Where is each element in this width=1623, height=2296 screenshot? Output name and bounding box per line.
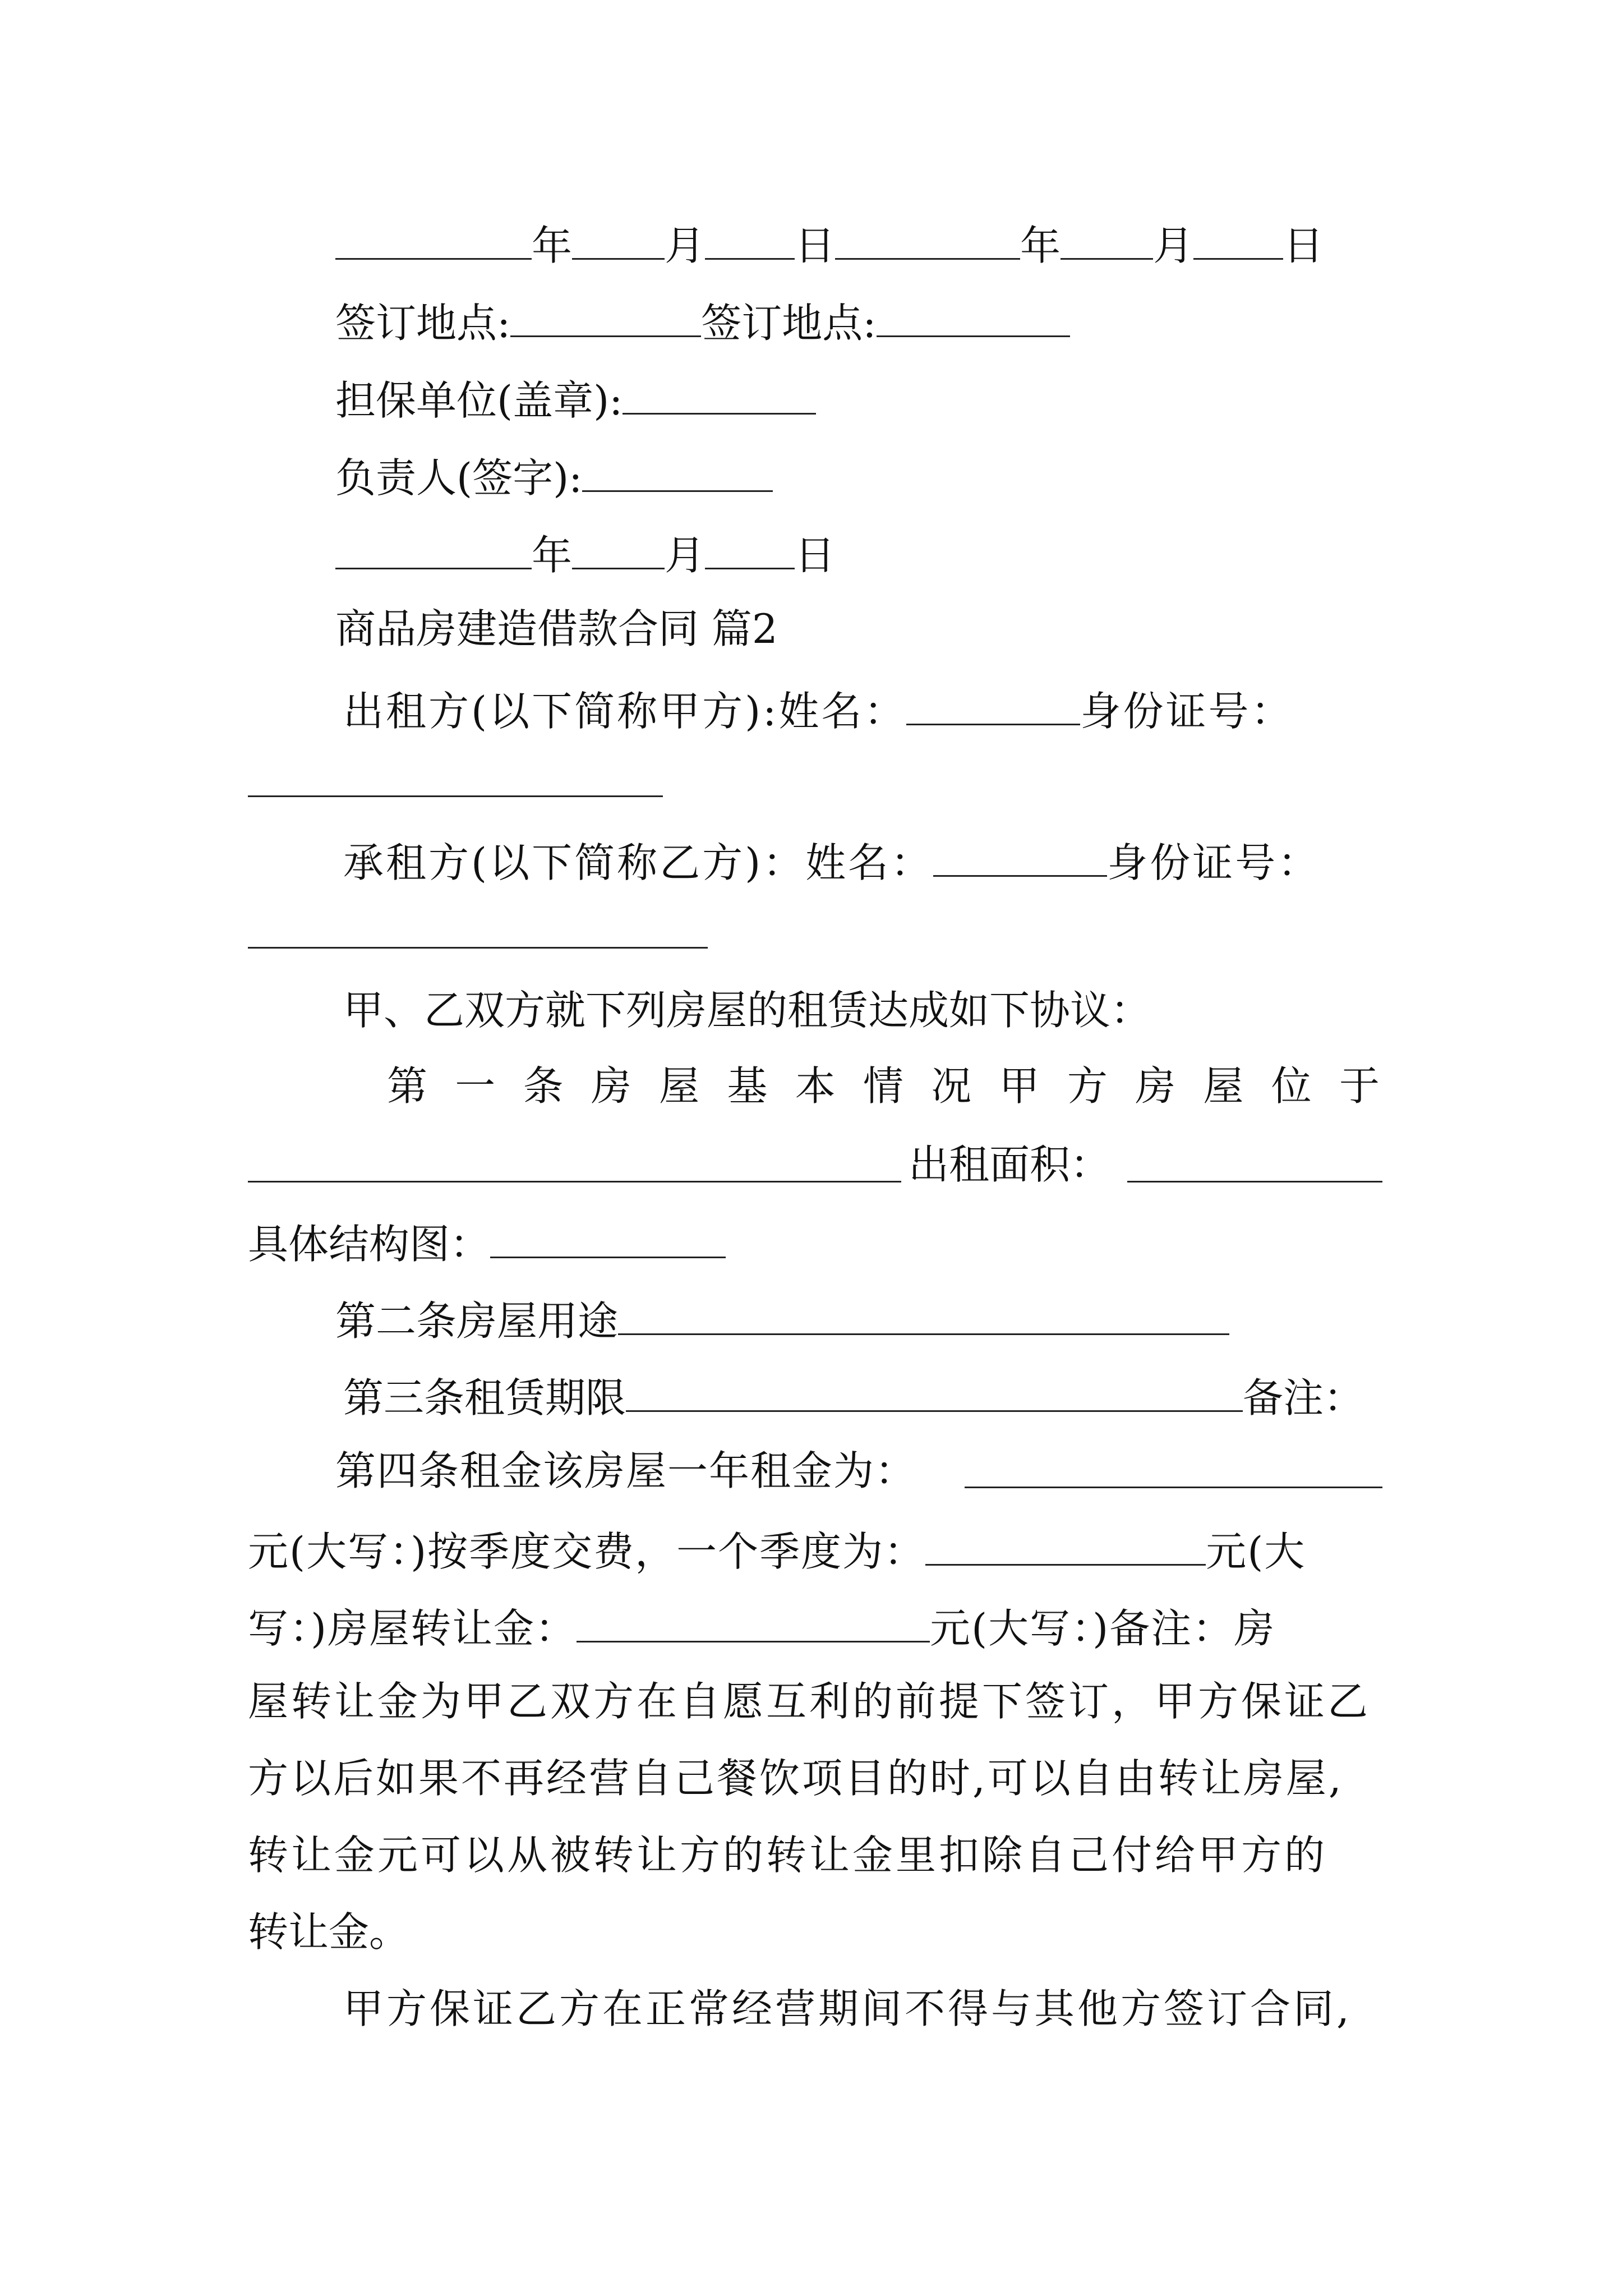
blank (572, 222, 665, 260)
blank (906, 687, 1080, 725)
article1-char: 第 (387, 1062, 428, 1110)
month-label: 月 (665, 222, 706, 269)
blank (1061, 222, 1153, 260)
article1-char: 一 (455, 1062, 496, 1110)
article1-char: 本 (795, 1062, 836, 1110)
signing-place-line (335, 299, 1070, 347)
month-label: 月 (1153, 222, 1194, 269)
lessor-id-blank (248, 795, 663, 797)
article2-label: 第二条房屋用途 (335, 1297, 619, 1345)
article3-note: 备注： (1243, 1374, 1364, 1421)
blank (925, 1527, 1206, 1566)
lessee-id-label: 身份证号： (1107, 839, 1321, 886)
blank (626, 1374, 1243, 1412)
article4-line5: 方以后如果不再经营自己餐饮项目的时,可以自由转让房屋, (248, 1755, 1344, 1802)
article4-text: 元(大写：)备注：房 (930, 1604, 1276, 1652)
day-label: 日 (795, 531, 836, 579)
lessor-line (343, 687, 1294, 735)
article4-line2 (248, 1527, 1306, 1575)
guarantor-label: 担保单位(盖章): (335, 376, 623, 424)
article4-line7: 转让金。 (248, 1908, 410, 1955)
article4-line1 (335, 1447, 917, 1494)
principal-label: 负责人(签字): (335, 454, 583, 501)
article1-char: 房 (591, 1062, 631, 1110)
article1-char: 于 (1339, 1062, 1380, 1110)
lessee-label: 承租方(以下简称乙方)：姓名： (343, 839, 934, 886)
principal-line (335, 454, 773, 501)
signing-place-label: 签订地点: (701, 299, 877, 347)
article3-line (343, 1374, 1364, 1421)
article1-char: 房 (1135, 1062, 1176, 1110)
address-blank (248, 1181, 901, 1182)
year-label: 年 (532, 222, 573, 269)
article1-char: 位 (1271, 1062, 1312, 1110)
blank (335, 222, 532, 260)
blank (835, 222, 1020, 260)
article1-char: 条 (523, 1062, 564, 1110)
article1-heading (387, 1062, 1380, 1110)
structure-line (248, 1220, 726, 1268)
dual-date-line (335, 222, 1324, 269)
guarantor-line (335, 376, 816, 424)
blank (490, 1220, 726, 1258)
article1-char: 基 (727, 1062, 768, 1110)
blank (577, 1604, 930, 1642)
blank (510, 299, 701, 337)
article4-text: 第四条租金该房屋一年租金为： (335, 1447, 917, 1494)
blank (933, 839, 1107, 877)
year-label: 年 (1020, 222, 1061, 269)
article4-line6: 转让金元可以从被转让方的转让金里扣除自己付给甲方的 (248, 1832, 1328, 1879)
article1-char: 甲 (999, 1062, 1040, 1110)
blank (582, 454, 773, 492)
article1-char: 况 (931, 1062, 972, 1110)
article4-text: 元(大写：)按季度交费，一个季度为： (248, 1527, 926, 1575)
lessor-id-label: 身份证号： (1080, 687, 1294, 735)
date-line (335, 531, 836, 579)
article4-text: 元(大 (1206, 1527, 1306, 1575)
blank (705, 531, 795, 569)
year-label: 年 (532, 531, 573, 579)
blank (1193, 222, 1283, 260)
structure-label: 具体结构图： (248, 1220, 491, 1268)
article3-label: 第三条租赁期限 (343, 1374, 626, 1421)
day-label: 日 (1283, 222, 1324, 269)
article1-char: 屋 (659, 1062, 700, 1110)
article4-text: 写：)房屋转让金： (248, 1604, 577, 1652)
article4-line3 (248, 1604, 1276, 1652)
lessee-id-blank (248, 947, 708, 949)
section-title: 商品房建造借款合同 篇2 (335, 605, 778, 652)
signing-place-label: 签订地点: (335, 299, 511, 347)
annual-rent-blank (965, 1487, 1382, 1488)
article4-line4: 屋转让金为甲乙双方在自愿互利的前提下签订，甲方保证乙 (248, 1678, 1371, 1725)
lessor-label: 出租方(以下简称甲方):姓名： (343, 687, 907, 735)
agreement-intro: 甲、乙双方就下列房屋的租赁达成如下协议： (343, 987, 1151, 1034)
blank (877, 299, 1070, 337)
area-label: 出租面积： (909, 1141, 1111, 1188)
day-label: 日 (795, 222, 836, 269)
blank (572, 531, 665, 569)
blank (623, 376, 816, 415)
article1-char: 方 (1067, 1062, 1108, 1110)
article1-char: 屋 (1203, 1062, 1244, 1110)
last-paragraph: 甲方保证乙方在正常经营期间不得与其他方签订合同, (343, 1985, 1352, 2032)
article1-char: 情 (863, 1062, 903, 1110)
month-label: 月 (665, 531, 706, 579)
blank (618, 1297, 1229, 1335)
blank (335, 531, 532, 569)
area-blank (1127, 1181, 1382, 1182)
article2-line (335, 1297, 1229, 1345)
lessee-line (343, 839, 1321, 886)
blank (705, 222, 795, 260)
